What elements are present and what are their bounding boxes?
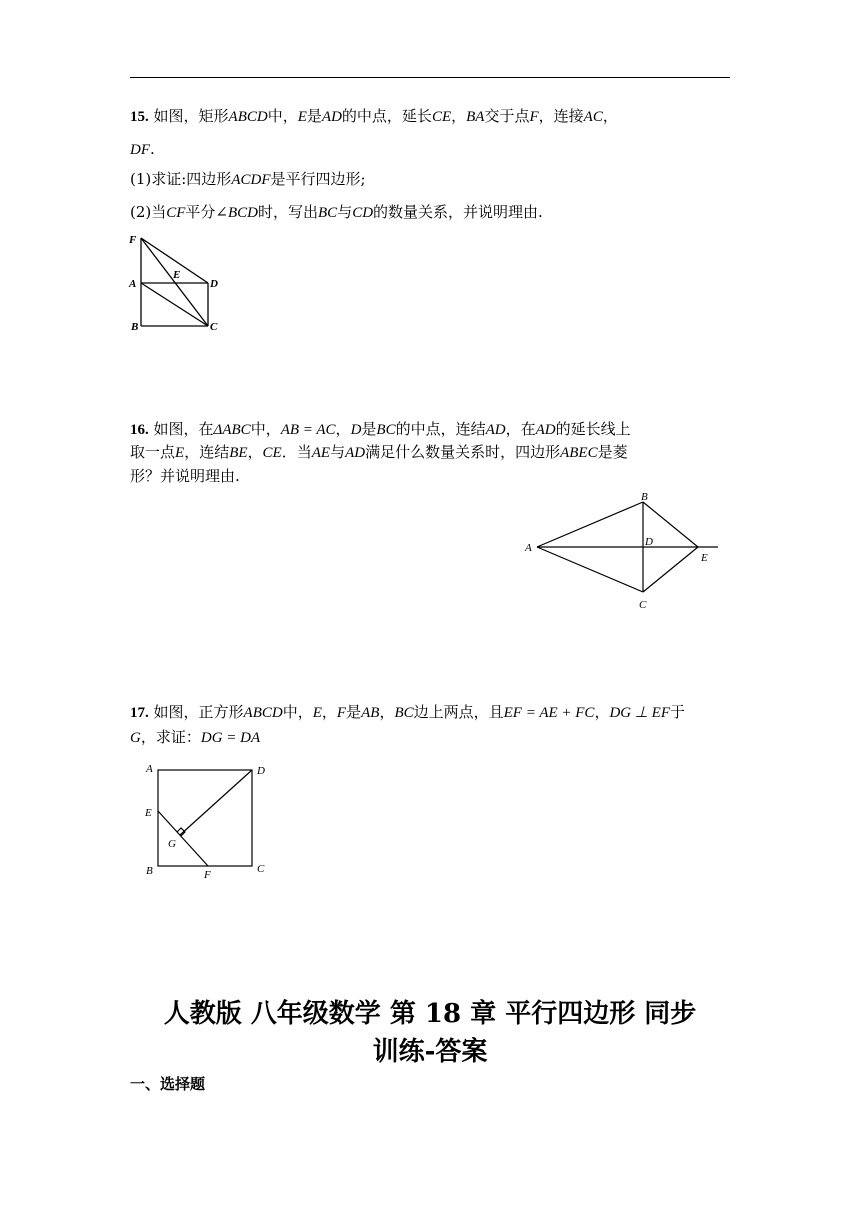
q15-number: 15. (130, 109, 149, 125)
q15-part1: (1)求证:四边形ACDF是平行四边形; (130, 170, 366, 188)
q16-label-b: B (641, 491, 648, 503)
q17-square-abcd (158, 770, 252, 866)
q17-number: 17. (130, 705, 149, 721)
q16-segment-ab (537, 502, 643, 547)
q15-part2: (2)当CF平分∠BCD时，写出BC与CD的数量关系，并说明理由. (130, 203, 543, 221)
q17-label-f: F (204, 869, 211, 881)
q16-line3: 形？并说明理由. (130, 467, 240, 485)
q16-label-a: A (525, 542, 532, 554)
q15-line2: DF. (130, 140, 155, 158)
q17-line2: G，求证：DG = DA (130, 728, 261, 746)
q15-label-b: B (131, 321, 139, 333)
q16-line1: 16. 如图，在ΔABC中，AB = AC，D是BC的中点，连结AD，在AD的延长线上 (130, 420, 631, 438)
q16-number: 16. (130, 422, 149, 438)
q16-figure (520, 488, 725, 613)
q15-label-d: D (210, 278, 218, 290)
q15-label-c: C (210, 321, 218, 333)
q16-segment-ce (643, 547, 698, 592)
q17-label-e: E (145, 807, 152, 819)
q15-label-e: E (173, 269, 181, 281)
header-rule (130, 77, 730, 78)
answer-title-line1: 人教版 八年级数学 第 18 章 平行四边形 同步 (163, 999, 697, 1029)
q15-line1: 15. 如图，矩形ABCD中，E是AD的中点，延长CE，BA交于点F，连接AC， (130, 107, 618, 125)
q15-figure (125, 230, 225, 335)
q17-label-c: C (257, 863, 265, 875)
q15-segment-fc (141, 238, 208, 326)
q17-segment-dg (180, 770, 252, 835)
answer-title-line2: 训练-答案 (372, 1037, 488, 1067)
q16-label-d: D (645, 536, 653, 548)
q16-segment-ac (537, 547, 643, 592)
q15-label-a: A (129, 278, 137, 290)
q16-line2: 取一点E，连结BE，CE．当AE与AD满足什么数量关系时，四边形ABEC是菱 (130, 443, 628, 461)
q17-label-g: G (168, 838, 176, 850)
q16-label-e: E (701, 552, 708, 564)
q17-segment-ef (158, 811, 208, 866)
q16-label-c: C (639, 599, 647, 611)
q17-line1: 17. 如图，正方形ABCD中，E，F是AB，BC边上两点，且EF = AE + FC，DG ⊥ EF于 (130, 703, 686, 721)
q17-figure (140, 758, 275, 883)
q15-segment-ac (141, 283, 208, 326)
q17-label-d: D (257, 765, 265, 777)
q17-label-a: A (146, 763, 153, 775)
section-heading: 一、选择题 (130, 1075, 206, 1093)
q17-label-b: B (146, 865, 153, 877)
q15-label-f: F (129, 234, 137, 246)
